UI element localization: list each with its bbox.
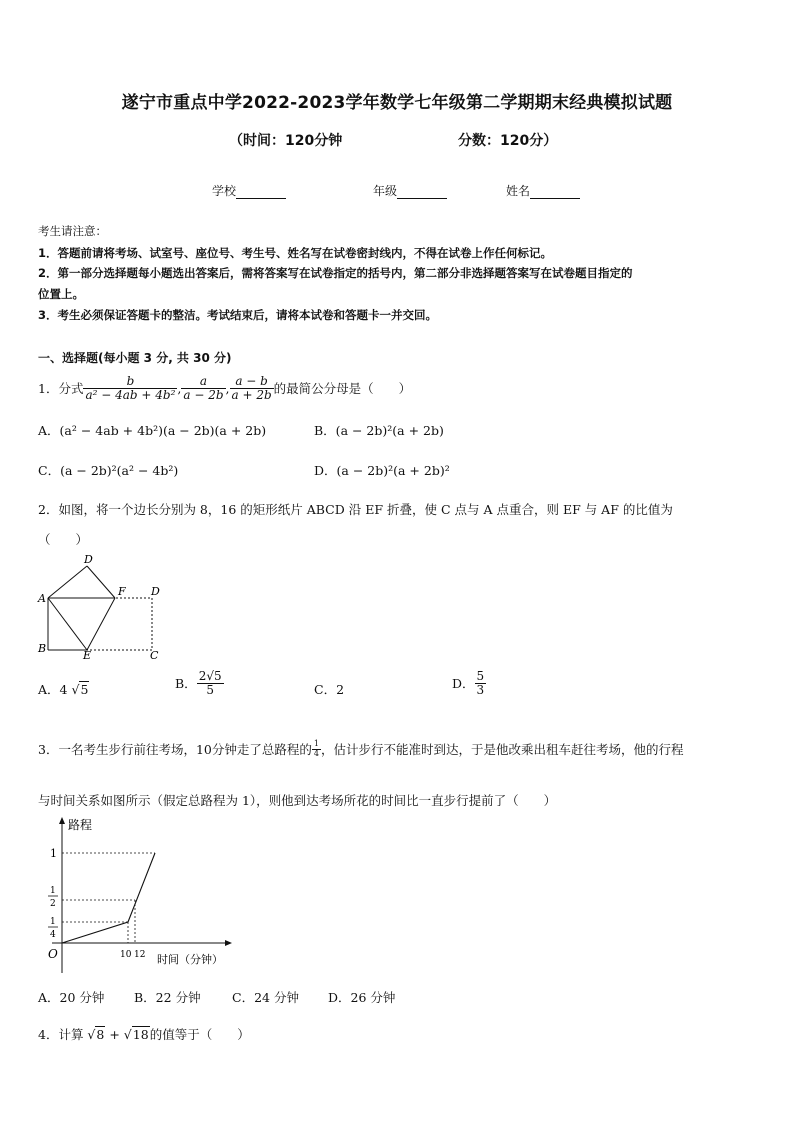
y-tick-quarter-den: 4 — [50, 930, 56, 940]
edge-ad-folded — [48, 566, 87, 598]
label-f: F — [118, 585, 126, 598]
q1-fraction-2: $\frac{a}{a - 2b}$ — [183, 373, 224, 402]
question-4: 4．计算 √8 + √18的值等于（ ） — [38, 1027, 250, 1042]
school-field — [212, 182, 286, 199]
crease-fe — [87, 598, 115, 650]
y-tick-quarter-num: 1 — [50, 917, 56, 927]
edge-df-folded — [87, 566, 115, 598]
section-heading: 一、选择题(每小题 3 分, 共 30 分) — [38, 351, 232, 365]
school-label: 学校 — [212, 184, 237, 198]
notice-item-2a: 2．第一部分选择题每小题选出答案后，需将答案写在试卷指定的括号内，第二部分非选择题答案写在试卷题目指定的 — [38, 266, 633, 280]
school-blank — [236, 186, 286, 199]
q1-fraction-3: $\frac{a - b}{a + 2b}$ — [231, 373, 272, 402]
name-blank — [530, 186, 580, 199]
x-axis-arrow — [225, 940, 232, 946]
segment-ae — [48, 598, 87, 650]
y-axis-arrow — [59, 817, 65, 824]
question-3-line-2: 与时间关系如图所示（假定总路程为 1），则他到达考场所花的时间比一直步行提前了（ ） — [38, 793, 557, 808]
total-score: 分数：120分） — [458, 133, 558, 149]
dashed-rectangle — [48, 598, 152, 650]
time-limit: （时间：120分钟 — [229, 133, 343, 149]
x-axis-title: 时间（分钟） — [157, 953, 223, 966]
label-b: B — [38, 642, 47, 655]
notice-item-1: 1．答题前请将考场、试室号、座位号、考生号、姓名写在试卷密封线内，不得在试卷上作任何标记。 — [38, 246, 552, 260]
label-c: C — [150, 649, 159, 662]
notice-item-2b: 位置上。 — [38, 287, 84, 301]
q3-distance-time-graph — [38, 815, 268, 975]
q1-prefix: 1．分式 — [38, 381, 84, 396]
q1-option-c[interactable]: C．(a − 2b)²(a² − 4b²) — [38, 463, 179, 478]
y-tick-1: 1 — [50, 847, 57, 860]
q2-fold-figure — [30, 552, 170, 662]
exam-title: 遂宁市重点中学2022-2023学年数学七年级第二学期期末经典模拟试题 — [121, 93, 673, 113]
y-tick-half-den: 2 — [50, 899, 56, 909]
q3-option-b[interactable]: B．22 分钟 — [134, 990, 201, 1005]
q1-option-b[interactable]: B．(a − 2b)²(a + 2b) — [314, 423, 444, 438]
grade-field — [373, 182, 447, 199]
q1-suffix: 的最简公分母是（ ） — [273, 381, 412, 396]
label-d-top: D — [84, 553, 93, 566]
q3-option-a[interactable]: A．20 分钟 — [38, 990, 105, 1005]
q2-option-a[interactable]: A．4 √5 — [38, 682, 89, 697]
notice-heading: 考生请注意： — [38, 224, 107, 238]
q3-option-d[interactable]: D．26 分钟 — [328, 990, 396, 1005]
x-tick-12: 12 — [134, 950, 146, 960]
question-2: 2．如图，将一个边长分别为 8，16 的矩形纸片 ABCD 沿 EF 折叠，使 C 点与 A 点重合，则 EF 与 AF 的比值为 — [38, 502, 673, 517]
question-1: 1．分式 $\frac{b}{\text{a² − 4ab + 4b²}}$ , $\frac{a}{a - 2b}$ , $\frac{a - b}{a + 2b}$ 的最简公分母是（ ） — [38, 373, 412, 402]
label-e: E — [83, 649, 92, 662]
q1-fraction-1: $\frac{b}{\text{a² − 4ab + 4b²}}$ — [85, 373, 176, 402]
x-tick-10: 10 — [120, 950, 132, 960]
grade-label: 年级 — [373, 184, 398, 198]
notice-item-3: 3．考生必须保证答题卡的整洁。考试结束后，请将本试卷和答题卡一并交回。 — [38, 308, 437, 322]
origin-label: O — [48, 947, 58, 961]
name-label: 姓名 — [506, 184, 531, 198]
q1-option-a[interactable]: A．(a² − 4ab + 4b²)(a − 2b)(a + 2b) — [38, 423, 267, 438]
y-axis-title: 路程 — [68, 818, 93, 832]
q2-option-b[interactable]: B． $\frac{2√5}{5}$ — [175, 669, 222, 697]
q2-option-d[interactable]: D． $\frac{5}{3}$ — [452, 669, 485, 697]
question-3-line-1: 3．一名考生步行前往考场，10分钟走了总路程的 $\frac{1}{4}$ ，估计步行不能准时到达，于是他改乘出租车赶往考场，他的行程 — [38, 739, 684, 758]
label-a: A — [38, 592, 46, 605]
travel-line — [62, 853, 155, 943]
q2-option-c[interactable]: C．2 — [314, 682, 345, 697]
q3-option-c[interactable]: C．24 分钟 — [232, 990, 299, 1005]
grade-blank — [397, 186, 447, 199]
label-d: D — [151, 585, 160, 598]
name-field — [506, 182, 580, 199]
y-tick-half-num: 1 — [50, 886, 56, 896]
q2-answer-paren: （ ） — [38, 532, 89, 547]
q1-option-d[interactable]: D．(a − 2b)²(a + 2b)² — [314, 463, 450, 478]
